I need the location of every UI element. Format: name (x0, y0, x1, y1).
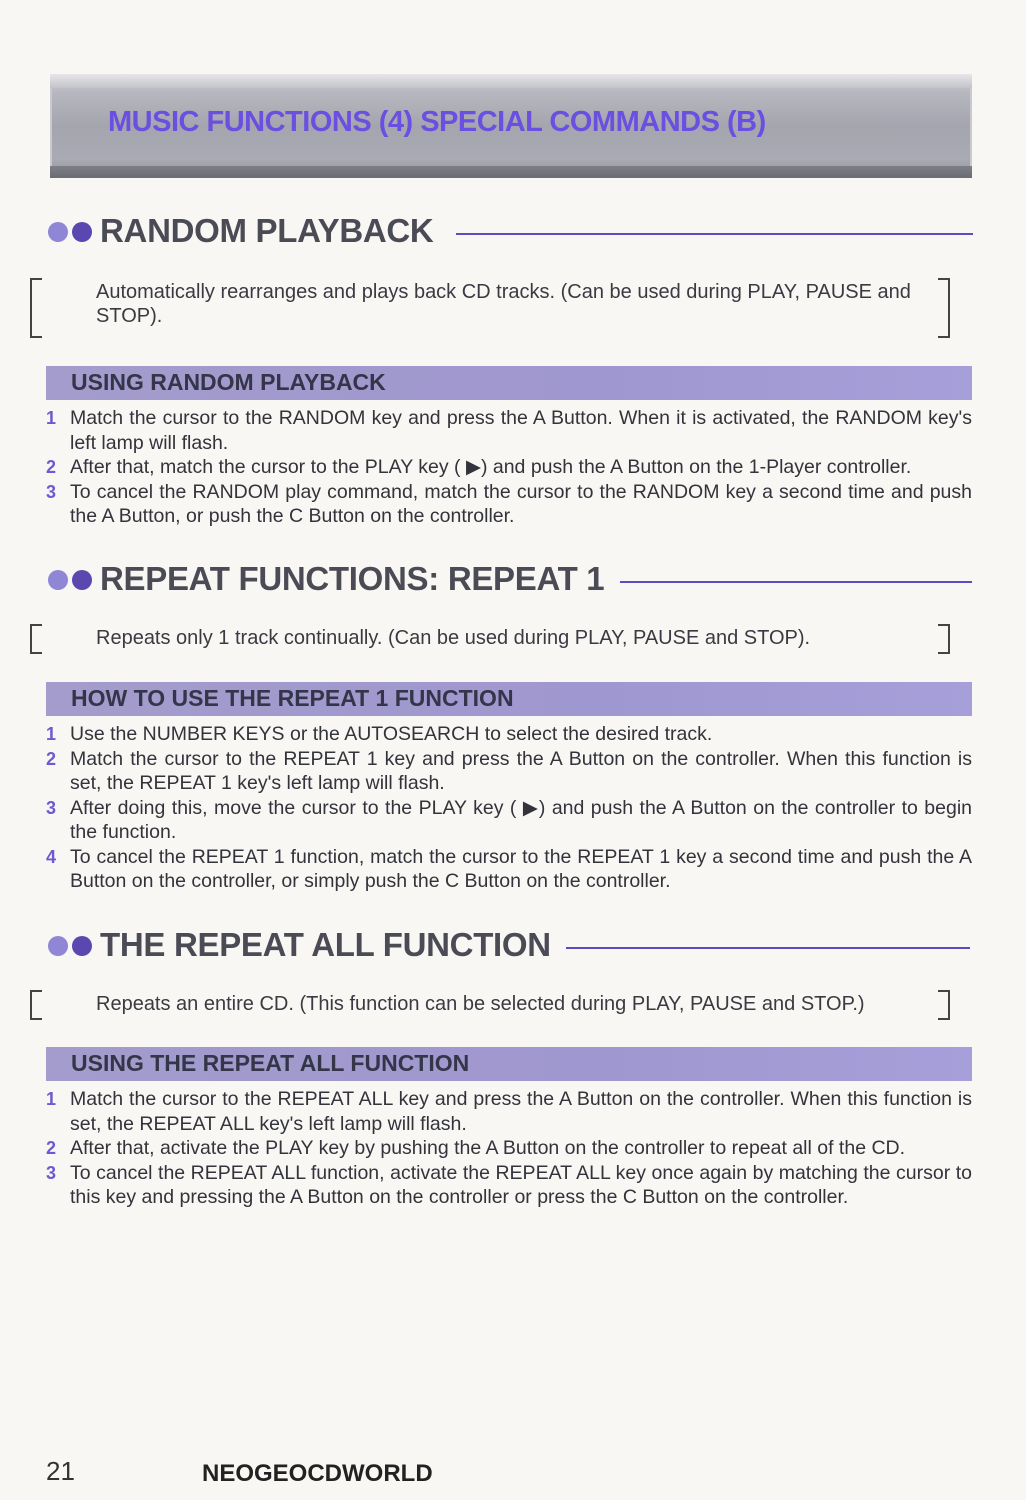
footer-brand: NEOGEOCDWORLD (202, 1460, 433, 1487)
step-number: 1 (46, 724, 57, 744)
section-random-heading (48, 212, 973, 252)
step-text: Match the cursor to the RANDOM key and press the A Button. When it is activated, the RANDOM key's left lamp will flash. (70, 407, 972, 454)
step-number: 1 (46, 408, 57, 428)
left-bracket (30, 278, 42, 338)
random-steps-list (46, 406, 972, 529)
right-bracket (938, 278, 950, 338)
banner-title: MUSIC FUNCTIONS (4) SPECIAL COMMANDS (B) (108, 106, 766, 138)
step-text: To cancel the REPEAT 1 function, match the cursor to the REPEAT 1 key a second time and push the A Button on the controller, or simply push the C Button on the controller. (70, 845, 972, 892)
subheading-bar (46, 1047, 972, 1081)
subheading-bar (46, 366, 972, 400)
step-text: Use the NUMBER KEYS or the AUTOSEARCH to select the desired track. (70, 723, 713, 745)
list-item (46, 845, 972, 894)
step-text: Match the cursor to the REPEAT ALL key and press the A Button on the controller. When this function is set, the REPEAT ALL key's left lamp will flash. (70, 1088, 972, 1135)
list-item (46, 406, 972, 455)
right-bracket (938, 990, 950, 1020)
bullet-dots-icon (48, 222, 96, 242)
list-item (46, 1161, 972, 1210)
section-repeat1-note (30, 626, 980, 654)
right-bracket (938, 624, 950, 654)
step-number: 3 (46, 481, 57, 502)
step-text: To cancel the RANDOM play command, match the cursor to the RANDOM key a second time and push the A Button, or push the C Button on the controller. (70, 480, 972, 527)
repeat1-steps-list (46, 722, 972, 894)
section-repeatall-heading (48, 926, 973, 966)
subheading-text: USING THE REPEAT ALL FUNCTION (71, 1050, 470, 1076)
list-item (46, 455, 972, 480)
section-title: RANDOM PLAYBACK (100, 212, 434, 249)
step-number: 2 (46, 457, 57, 477)
heading-rule (456, 233, 973, 235)
section-repeatall-note (30, 992, 980, 1020)
note-text: Repeats an entire CD. (This function can be selected during PLAY, PAUSE and STOP.) (96, 993, 865, 1015)
step-number: 3 (46, 1162, 57, 1183)
list-item (46, 796, 972, 845)
list-item (46, 722, 972, 747)
heading-rule (566, 947, 970, 949)
heading-rule (620, 581, 972, 583)
page-banner (50, 74, 972, 178)
list-item (46, 1087, 972, 1136)
step-number: 4 (46, 846, 57, 867)
step-text: To cancel the REPEAT ALL function, activate the REPEAT ALL key once again by matching the cursor to this key and pressing the A Button on the controller or press the C Button on the controller. (70, 1161, 972, 1208)
subheading-text: HOW TO USE THE REPEAT 1 FUNCTION (71, 685, 514, 711)
list-item (46, 1136, 972, 1161)
repeatall-steps-list (46, 1087, 972, 1210)
section-title: THE REPEAT ALL FUNCTION (100, 926, 551, 963)
step-number: 3 (46, 797, 57, 818)
section-title: REPEAT FUNCTIONS: REPEAT 1 (100, 560, 605, 597)
note-text: Automatically rearranges and plays back CD tracks. (Can be used during PLAY, PAUSE and STOP). (96, 281, 911, 327)
step-number: 2 (46, 1138, 57, 1158)
bullet-dots-icon (48, 936, 96, 956)
note-text: Repeats only 1 track continually. (Can be used during PLAY, PAUSE and STOP). (96, 627, 811, 649)
section-repeat1-heading (48, 560, 973, 600)
step-text: After that, match the cursor to the PLAY key ( ▶) and push the A Button on the 1-Player controller. (70, 456, 912, 478)
left-bracket (30, 624, 42, 654)
page-number: 21 (46, 1456, 75, 1486)
left-bracket (30, 990, 42, 1020)
subheading-text: USING RANDOM PLAYBACK (71, 369, 386, 395)
list-item (46, 480, 972, 529)
step-text: Match the cursor to the REPEAT 1 key and press the A Button on the controller. When this function is set, the REPEAT 1 key's left lamp will flash. (70, 747, 972, 794)
step-number: 2 (46, 748, 57, 769)
section-random-note (30, 280, 980, 338)
subheading-bar (46, 682, 972, 716)
step-number: 1 (46, 1089, 57, 1109)
list-item (46, 747, 972, 796)
bullet-dots-icon (48, 570, 96, 590)
step-text: After that, activate the PLAY key by pushing the A Button on the controller to repeat all of the CD. (70, 1137, 906, 1159)
step-text: After doing this, move the cursor to the PLAY key ( ▶) and push the A Button on the controller to begin the function. (70, 796, 972, 843)
